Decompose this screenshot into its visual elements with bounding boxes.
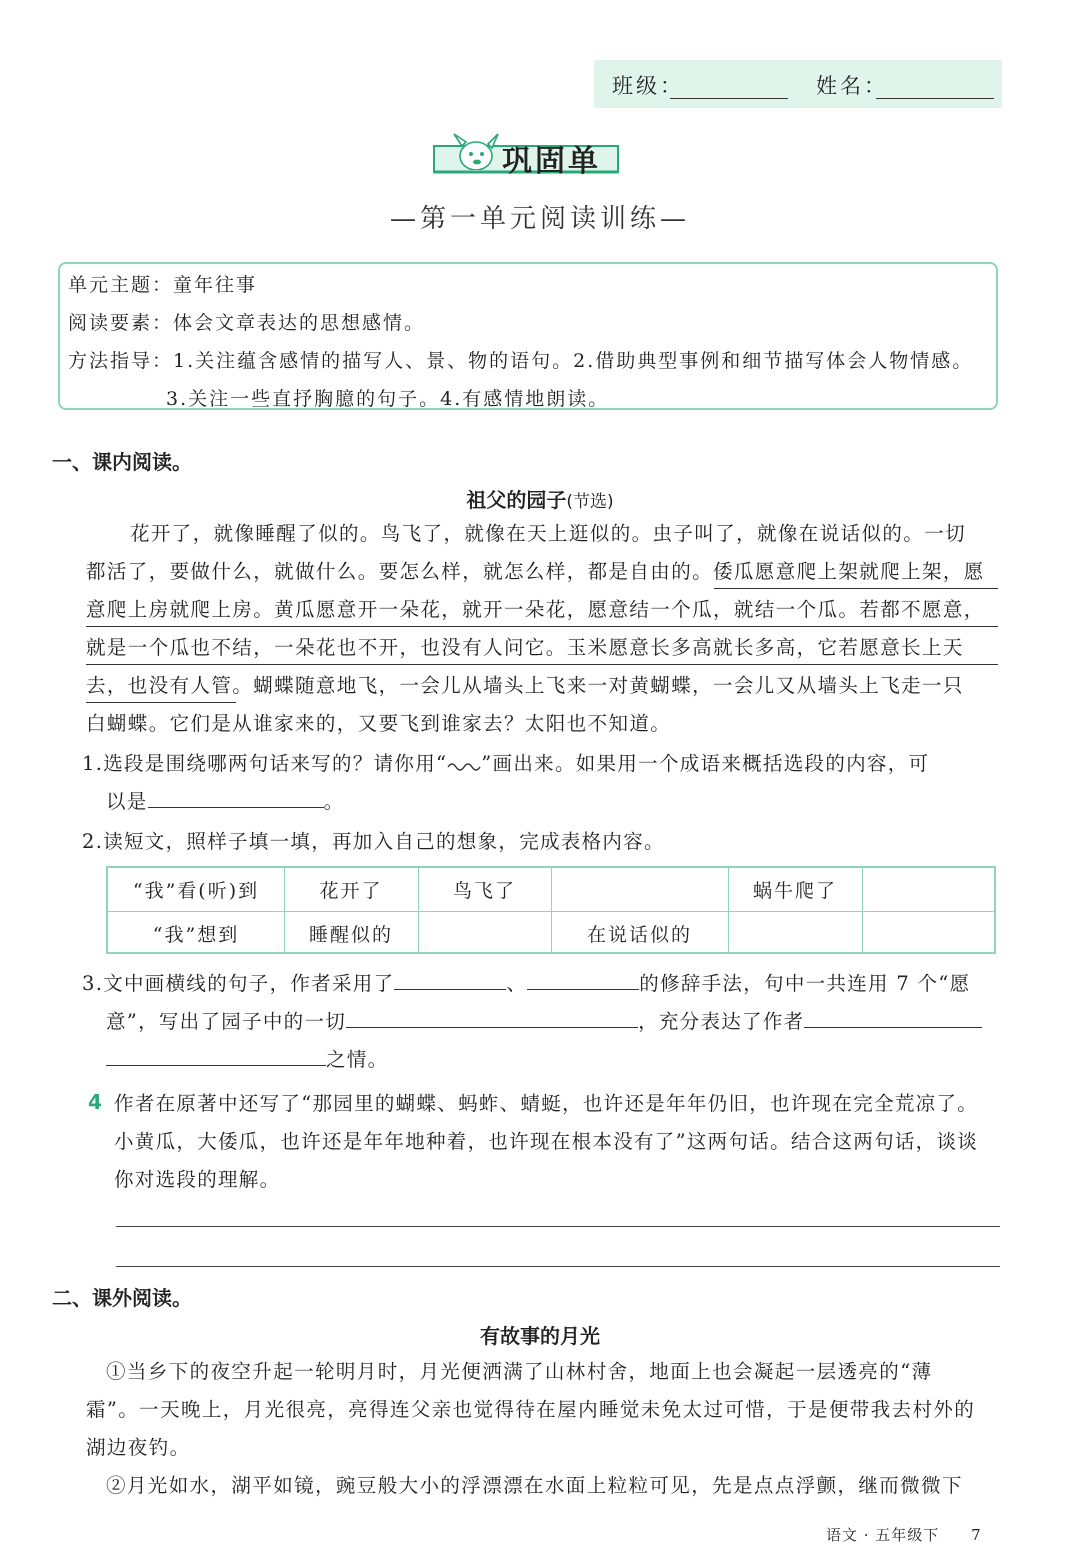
- question-3-cont2: [106, 1044, 388, 1072]
- q3-text-e: ，充分表达了作者: [638, 1010, 805, 1033]
- q3-text-f: 之情。: [326, 1048, 389, 1071]
- q1-text-a: 1.选段是围绕哪两句话来写的？请你用“: [82, 752, 448, 775]
- banner-title: 巩固单: [502, 144, 601, 179]
- q3-blank-2[interactable]: [527, 969, 639, 990]
- footer-subject: 语文 · 五年级下: [826, 1526, 940, 1544]
- q1-text-d: 。: [323, 790, 345, 813]
- answer-line[interactable]: [116, 1266, 1000, 1267]
- title-banner: [430, 132, 622, 179]
- q3-text-b: 、: [506, 972, 528, 995]
- q3-text-c: 的修辞手法，句中一共连用 7 个“愿: [639, 972, 971, 995]
- question-4-line: 小黄瓜，大倭瓜，也许还是年年地种着，也许现在根本没有了”这两句话。结合这两句话，谈谈: [114, 1130, 979, 1153]
- q3-blank-4[interactable]: [804, 1007, 982, 1028]
- question-4-line: 作者在原著中还写了“那园里的蝴蝶、蚂蚱、蜻蜓，也许还是年年仍旧，也许现在完全荒凉了。: [114, 1092, 979, 1115]
- page-number: 7: [971, 1526, 982, 1544]
- section2-heading: 二、课外阅读。: [52, 1286, 192, 1310]
- article1-title-text: 祖父的园子: [466, 488, 567, 512]
- method-guide-2: 3.关注一些直抒胸臆的句子。4.有感情地朗读。: [166, 388, 610, 410]
- question-3: [82, 968, 970, 996]
- q3-text-d: 意”，写出了园子中的一切: [106, 1010, 347, 1033]
- unit-theme: 单元主题：童年往事: [68, 274, 258, 296]
- table-cell: 花开了: [319, 880, 383, 902]
- passage2-line: ②月光如水，湖平如镜，豌豆般大小的浮漂漂在水面上粒粒可见，先是点点浮颤，继而微微下: [106, 1474, 963, 1497]
- passage1-line: 都活了，要做什么，就做什么。要怎么样，就怎么样，都是自由的。倭瓜愿意爬上架就爬上架，愿: [86, 560, 985, 583]
- q1-text-b: ”画出来。如果用一个成语来概括选段的内容，可: [481, 752, 930, 775]
- table-cell: “我”想到: [152, 924, 240, 946]
- page-subtitle: —第一单元阅读训练—: [389, 204, 690, 234]
- q3-text-a: 3.文中画横线的句子，作者采用了: [82, 972, 395, 995]
- q3-blank-3[interactable]: [346, 1007, 638, 1028]
- passage1-line: 意爬上房就爬上房。黄瓜愿意开一朵花，就开一朵花，愿意结一个瓜，就结一个瓜。若都不愿意，: [86, 598, 985, 621]
- passage1-line: 白蝴蝶。它们是从谁家来的，又要飞到谁家去？太阳也不知道。: [86, 712, 672, 735]
- section1-heading: 一、课内阅读。: [52, 450, 192, 474]
- question-2: 2.读短文，照样子填一填，再加入自己的想象，完成表格内容。: [82, 830, 665, 853]
- q1-blank[interactable]: [148, 787, 324, 808]
- method-guide-1: 方法指导：1.关注蕴含感情的描写人、景、物的语句。2.借助典型事例和细节描写体会人物情感。: [68, 350, 974, 372]
- q1-text-c: 以是: [106, 790, 148, 813]
- table-col-divider: [862, 868, 863, 952]
- answer-line[interactable]: [116, 1226, 1000, 1227]
- passage1-line: 去，也没有人管。蝴蝶随意地飞，一会儿从墙头上飞来一对黄蝴蝶，一会儿又从墙头上飞走一只: [86, 674, 964, 697]
- article2-title: 有故事的月光: [480, 1324, 600, 1348]
- article1-note: (节选): [566, 492, 614, 512]
- table-cell: 鸟飞了: [452, 880, 516, 902]
- class-label: 班级：: [612, 74, 684, 98]
- question-4-line: 你对选段的理解。: [114, 1168, 281, 1191]
- name-field[interactable]: [876, 98, 994, 99]
- name-label: 姓名：: [816, 74, 888, 98]
- question-1-cont: [106, 786, 344, 814]
- question-1: [82, 748, 929, 776]
- table-cell: 蜗牛爬了: [752, 880, 837, 902]
- class-field[interactable]: [670, 98, 788, 99]
- passage1-line: 花开了，就像睡醒了似的。鸟飞了，就像在天上逛似的。虫子叫了，就像在说话似的。一切: [130, 522, 967, 545]
- reading-focus: 阅读要素：体会文章表达的思想感情。: [68, 312, 426, 334]
- sentence-underline: [86, 626, 998, 627]
- name-class-bar: [594, 60, 1002, 108]
- wavy-line-icon: [447, 758, 481, 772]
- sentence-underline: [86, 702, 236, 703]
- fill-table: [106, 866, 996, 954]
- q3-blank-5[interactable]: [106, 1045, 326, 1066]
- article1-title: [0, 484, 1080, 513]
- sentence-underline: [714, 588, 998, 589]
- passage1-line: 就是一个瓜也不结，一朵花也不开，也没有人问它。玉米愿意长多高就长多高，它若愿意长上天: [86, 636, 964, 659]
- table-cell: 睡醒似的: [308, 924, 393, 946]
- passage2-line: ①当乡下的夜空升起一轮明月时，月光便洒满了山林村舍，地面上也会凝起一层透亮的“薄: [106, 1360, 933, 1383]
- passage2-line: 霜”。一天晚上，月光很亮，亮得连父亲也觉得待在屋内睡觉未免太过可惜，于是便带我去村外的: [86, 1398, 976, 1421]
- question-3-cont: [106, 1006, 982, 1034]
- page-footer: [826, 1524, 982, 1545]
- q3-blank-1[interactable]: [394, 969, 506, 990]
- unit-info-box: [58, 262, 998, 410]
- deer-mascot-icon: [440, 126, 504, 170]
- sentence-underline: [86, 664, 998, 665]
- passage2-line: 湖边夜钓。: [86, 1436, 191, 1459]
- table-cell: 在说话似的: [586, 924, 692, 946]
- q4-number-badge: 4: [88, 1090, 102, 1114]
- table-cell: “我”看(听)到: [132, 880, 260, 902]
